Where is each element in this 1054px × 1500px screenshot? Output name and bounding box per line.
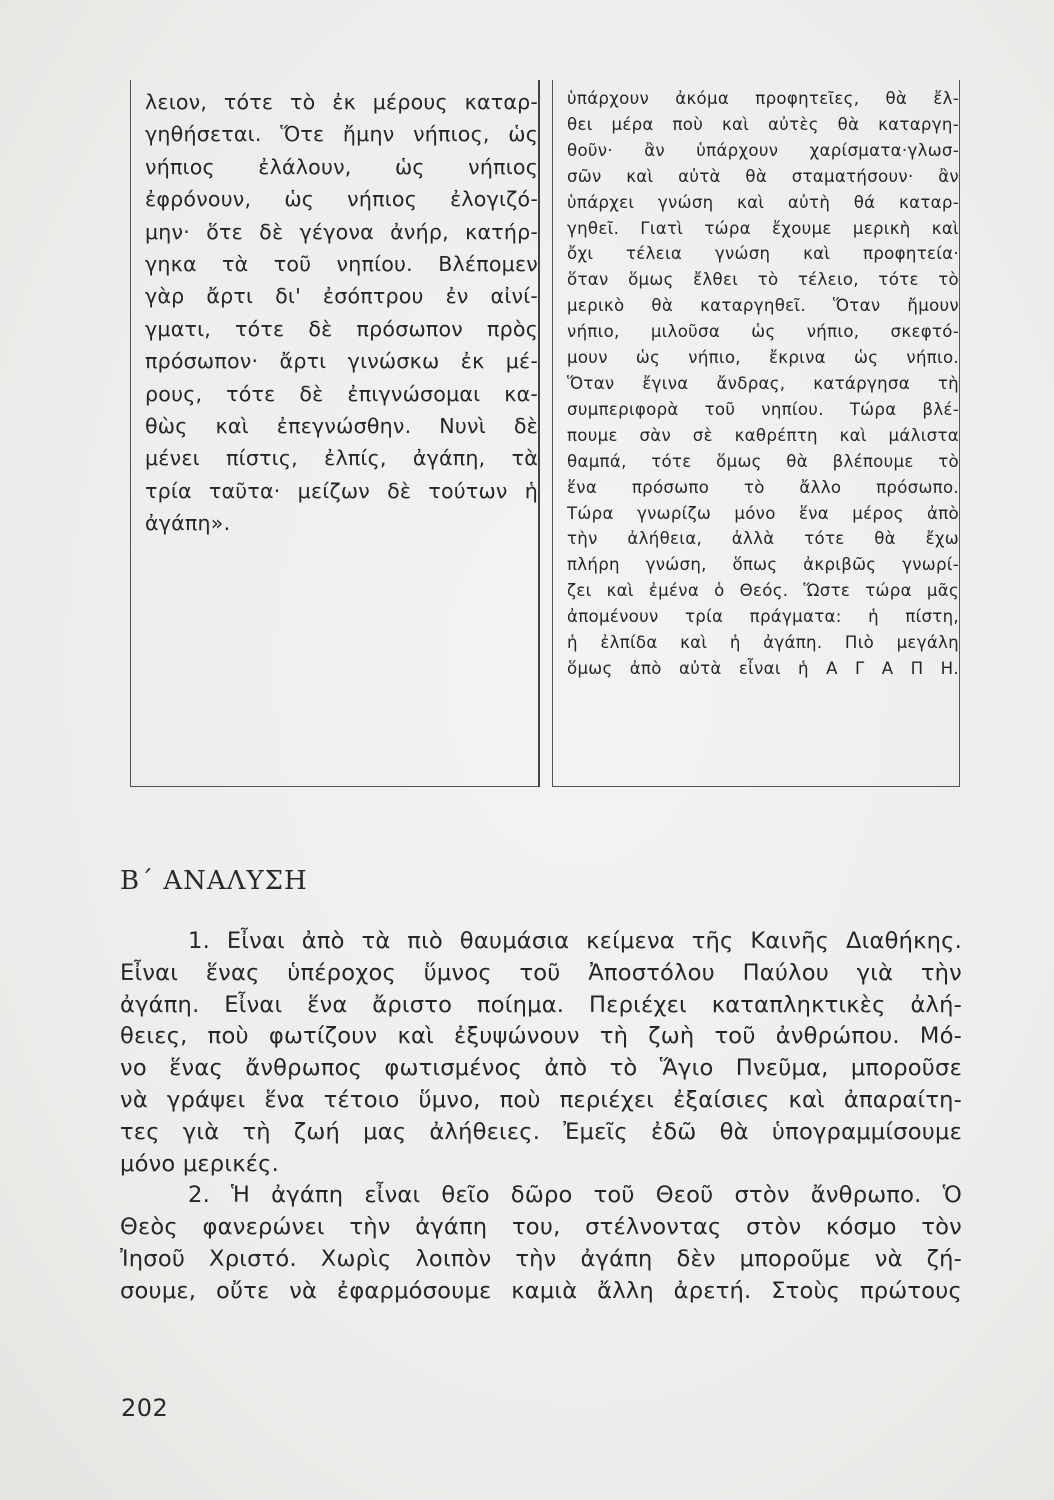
right-column-line: ζει καὶ ἐμένα ὁ Θεός. Ὥστε τώρα μᾶς xyxy=(567,581,959,601)
left-column-line: νήπιος ἐλάλουν, ὡς νήπιος xyxy=(145,154,538,179)
page-number: 202 xyxy=(121,1394,169,1422)
paragraph-line: θειες, ποὺ φωτίζουν καὶ ἐξυψώνουν τὴ ζωὴ τοῦ ἀνθρώπου. Μό- xyxy=(120,1023,962,1050)
body-text xyxy=(120,926,962,1308)
right-column-line: νήπιο, μιλοῦσα ὡς νήπιο, σκεφτό- xyxy=(567,322,959,342)
left-column-line: γηκα τὰ τοῦ νηπίου. Βλέπομεν xyxy=(145,252,538,277)
left-column-box xyxy=(130,80,540,787)
paragraph-line: νὰ γράψει ἕνα τέτοιο ὕμνο, ποὺ περιέχει ἐξαίσιες καὶ ἀπαραίτη- xyxy=(120,1086,962,1113)
left-column-line: γὰρ ἄρτι δι' ἐσόπτρου ἐν αἰνί- xyxy=(145,284,538,309)
right-column-line: Τώρα γνωρίζω μόνο ἕνα μέρος ἀπὸ xyxy=(567,503,959,523)
right-column-line: ὄχι τέλεια γνώση καὶ προφητεία· xyxy=(567,244,959,264)
paragraph-line: τες γιὰ τὴ ζωή μας ἀλήθειες. Ἐμεῖς ἐδῶ θὰ ὑπογραμμίσουμε xyxy=(120,1118,962,1145)
right-column-line: σῶν καὶ αὐτὰ θὰ σταματήσουν· ἂν xyxy=(567,166,959,186)
section-heading: Β΄ ΑΝΑΛΥΣΗ xyxy=(120,866,308,896)
right-column-line: τὴν ἀλήθεια, ἀλλὰ τότε θὰ ἔχω xyxy=(567,529,959,549)
left-column-text xyxy=(145,86,538,540)
left-column-line: ἐφρόνουν, ὡς νήπιος ἐλογιζό- xyxy=(145,187,538,212)
right-column-line: συμπεριφορὰ τοῦ νηπίου. Τώρα βλέ- xyxy=(567,399,959,419)
left-column-line: τρία ταῦτα· μείζων δὲ τούτων ἡ xyxy=(145,478,538,503)
right-column-line: θει μέρα ποὺ καὶ αὐτὲς θὰ καταργη- xyxy=(567,114,959,134)
left-column-line: λειον, τότε τὸ ἐκ μέρους καταρ- xyxy=(145,90,538,114)
right-column-line: ἕνα πρόσωπο τὸ ἄλλο πρόσωπο. xyxy=(567,477,959,497)
paragraph-line: 1. Εἶναι ἀπὸ τὰ πιὸ θαυμάσια κείμενα τῆς Καινῆς Διαθήκης. xyxy=(188,928,962,954)
paragraph-line: σουμε, οὔτε νὰ ἐφαρμόσουμε καμιὰ ἄλλη ἀρετή. Στοὺς πρώτους xyxy=(120,1277,962,1304)
left-column-line: μένει πίστις, ἐλπίς, ἀγάπη, τὰ xyxy=(145,446,538,471)
paragraph-line: ἀγάπη. Εἶναι ἕνα ἄριστο ποίημα. Περιέχει καταπληκτικὲς ἀλή- xyxy=(120,991,962,1018)
paragraph-line: Θεὸς φανερώνει τὴν ἀγάπη του, στέλνοντας στὸν κόσμο τὸν xyxy=(120,1214,962,1241)
right-column-line: θαμπά, τότε ὅμως θὰ βλέπουμε τὸ xyxy=(567,451,959,471)
left-column-line: θὼς καὶ ἐπεγνώσθην. Νυνὶ δὲ xyxy=(145,414,538,439)
paragraph-line: Εἶναι ἕνας ὑπέροχος ὕμνος τοῦ Ἀποστόλου Παύλου γιὰ τὴν xyxy=(120,959,962,986)
paragraph-line: Ἰησοῦ Χριστό. Χωρὶς λοιπὸν τὴν ἀγάπη δὲν μποροῦμε νὰ ζή- xyxy=(120,1245,962,1272)
paragraph-line: νο ἕνας ἄνθρωπος φωτισμένος ἀπὸ τὸ Ἅγιο Πνεῦμα, μποροῦσε xyxy=(120,1055,962,1082)
right-column-line: ὅταν ὅμως ἔλθει τὸ τέλειο, τότε τὸ xyxy=(567,270,959,290)
right-column-line: ἡ ἐλπίδα καὶ ἡ ἀγάπη. Πιὸ μεγάλη xyxy=(567,633,959,653)
right-column-line: θοῦν· ἂν ὑπάρχουν χαρίσματα·γλωσ- xyxy=(567,140,959,160)
right-column-line: μερικὸ θὰ καταργηθεῖ. Ὅταν ἤμουν xyxy=(567,296,959,316)
right-column-line: πλήρη γνώση, ὅπως ἀκριβῶς γνωρί- xyxy=(567,555,959,575)
right-column-box xyxy=(552,80,960,787)
right-column-text xyxy=(567,86,959,682)
right-column-line: μουν ὡς νήπιο, ἔκρινα ὡς νήπιο. xyxy=(567,348,959,368)
right-column-line: Ὅταν ἔγινα ἄνδρας, κατάργησα τὴ xyxy=(567,373,959,393)
paragraph-line: μόνο μερικές. xyxy=(120,1150,279,1177)
left-column-line: γηθήσεται. Ὅτε ἤμην νήπιος, ὡς xyxy=(145,122,538,147)
right-column-line: γηθεῖ. Γιατὶ τώρα ἔχουμε μερικὴ καὶ xyxy=(567,218,959,238)
right-column-line: ἀπομένουν τρία πράγματα: ἡ πίστη, xyxy=(567,607,959,627)
right-column-line: ὅμως ἀπὸ αὐτὰ εἶναι ἡ Α Γ Α Π Η. xyxy=(567,658,959,678)
left-column-line: ρους, τότε δὲ ἐπιγνώσομαι κα- xyxy=(145,381,538,406)
left-column-line: μην· ὅτε δὲ γέγονα ἀνήρ, κατήρ- xyxy=(145,219,538,244)
right-column-line: πουμε σὰν σὲ καθρέπτη καὶ μάλιστα xyxy=(567,425,959,445)
left-column-line: ἀγάπη». xyxy=(145,511,231,536)
left-column-line: γματι, τότε δὲ πρόσωπον πρὸς xyxy=(145,316,538,341)
left-column-line: πρόσωπον· ἄρτι γινώσκω ἐκ μέ- xyxy=(145,349,538,374)
right-column-line: ὑπάρχει γνώση καὶ αὐτὴ θά καταρ- xyxy=(567,192,959,212)
paragraph-line: 2. Ἡ ἀγάπη εἶναι θεῖο δῶρο τοῦ Θεοῦ στὸν ἄνθρωπο. Ὁ xyxy=(188,1182,962,1209)
right-column-line: ὑπάρχουν ἀκόμα προφητεῖες, θὰ ἔλ- xyxy=(567,89,959,108)
